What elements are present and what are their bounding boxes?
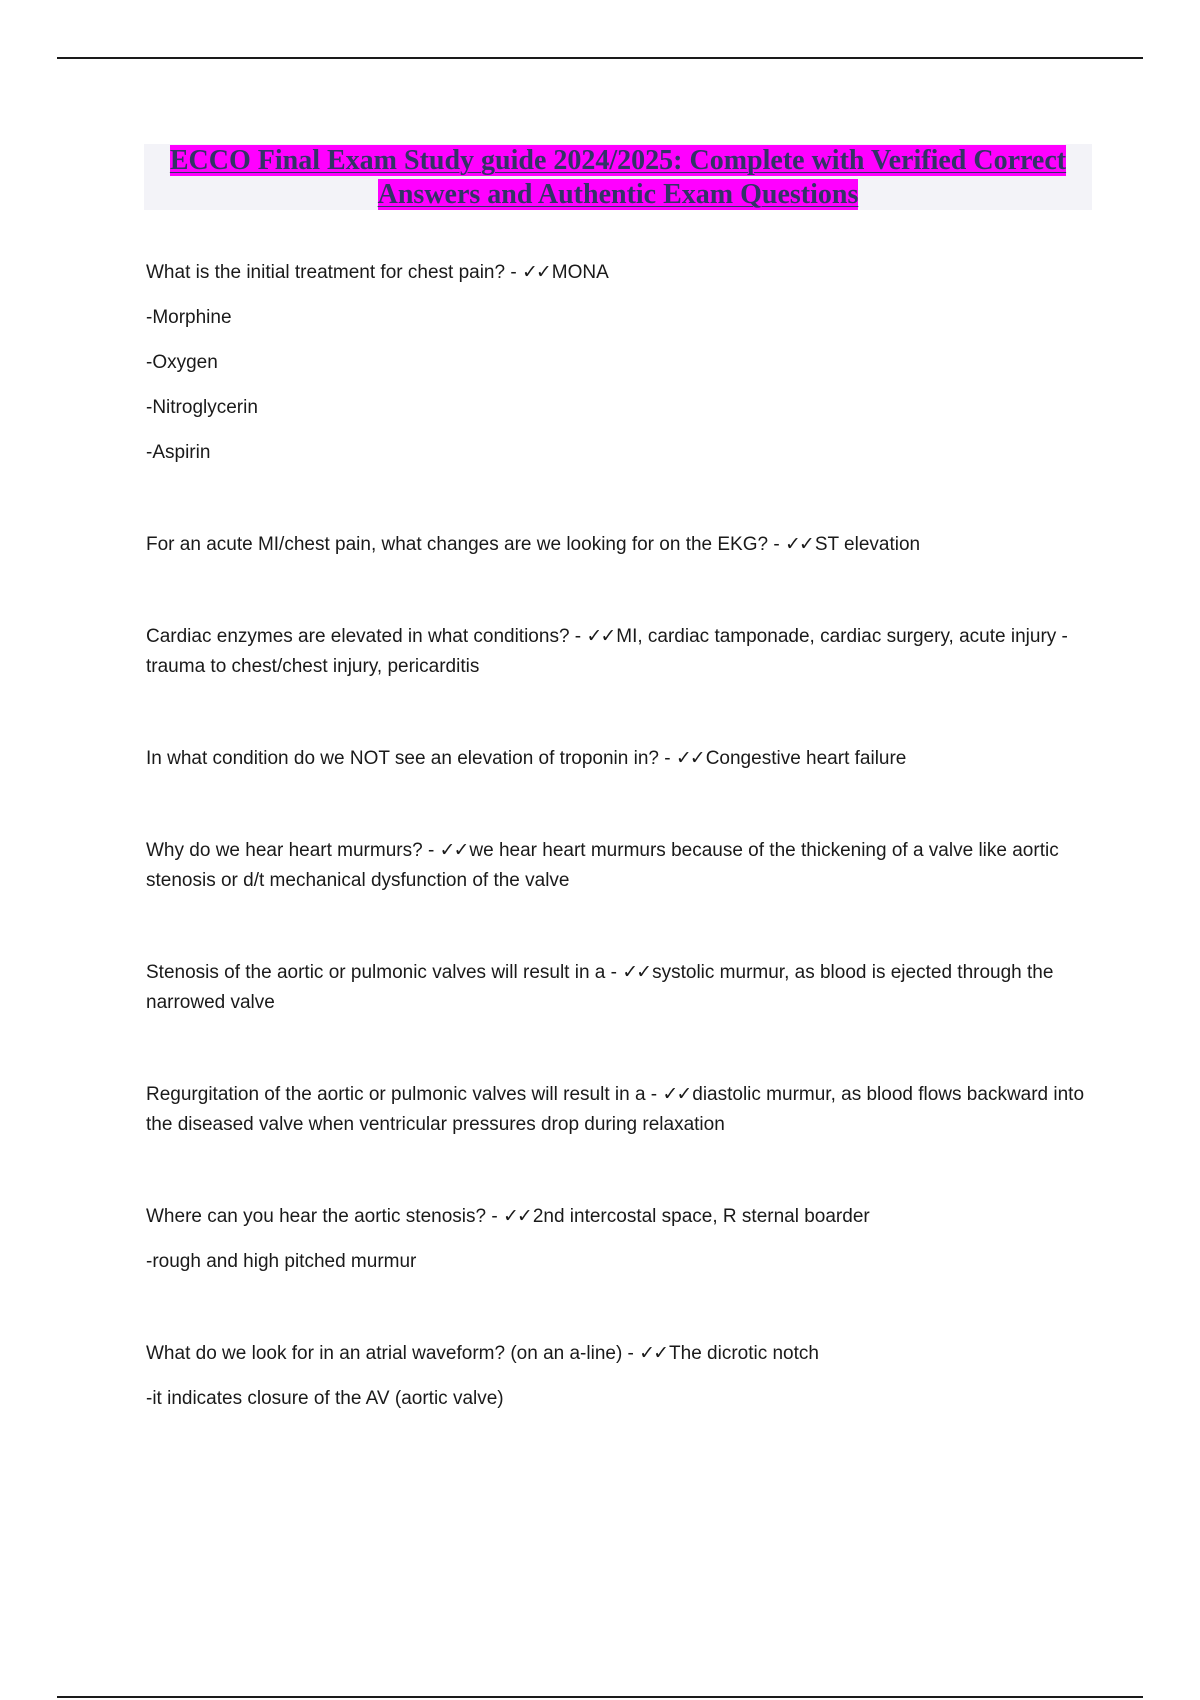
qa-item-2 [146,530,1086,560]
question-line [146,744,1086,774]
answer-text: MI, cardiac tamponade, cardiac surgery, acute injury - trauma to chest/chest injury, pericarditis [146,626,1068,677]
title-line-1: ECCO Final Exam Study guide 2024/2025: Complete with Verified Correct [169,145,1067,176]
qa-item-5 [146,836,1086,896]
question-line [146,1202,1086,1232]
question-text: What is the initial treatment for chest pain? - [146,262,522,283]
qa-list [146,258,1086,1414]
answer-detail: -it indicates closure of the AV (aortic valve) [146,1388,504,1409]
check-mark-icon: ✓✓ [662,1084,691,1105]
check-mark-icon: ✓✓ [439,840,468,861]
qa-item-1 [146,258,1086,468]
check-mark-icon: ✓✓ [784,534,813,555]
answer-text: The dicrotic notch [669,1343,819,1364]
qa-item-6 [146,958,1086,1018]
question-text: Cardiac enzymes are elevated in what conditions? - [146,626,587,647]
answer-detail: -Oxygen [146,352,218,373]
question-text: Why do we hear heart murmurs? - [146,840,440,861]
answer-text: 2nd intercostal space, R sternal boarder [532,1206,870,1227]
qa-item-9 [146,1339,1086,1414]
footer-rule [57,1696,1143,1698]
header-rule [57,57,1143,59]
question-text: In what condition do we NOT see an elevation of troponin in? - [146,748,676,769]
question-text: What do we look for in an atrial waveform? (on an a-line) - [146,1343,640,1364]
answer-text: ST elevation [814,534,921,555]
qa-item-3 [146,622,1086,682]
check-mark-icon: ✓✓ [622,962,651,983]
qa-item-4 [146,744,1086,774]
answer-text: Congestive heart failure [705,748,907,769]
answer-text: MONA [551,262,609,283]
question-line [146,258,1086,288]
question-line [146,958,1086,1018]
question-line [146,1080,1086,1140]
question-line [146,530,1086,560]
document-title [144,144,1092,210]
check-mark-icon: ✓✓ [521,262,550,283]
qa-item-8 [146,1202,1086,1277]
answer-text: we hear heart murmurs because of the thickening of a valve like aortic stenosis or d/t mechanical dysfunction of the valve [146,840,1059,891]
question-line [146,622,1086,682]
answer-detail: -Morphine [146,307,232,328]
qa-item-7 [146,1080,1086,1140]
question-text: For an acute MI/chest pain, what changes are we looking for on the EKG? - [146,534,785,555]
title-line-2: Answers and Authentic Exam Questions [377,179,859,210]
check-mark-icon: ✓✓ [586,626,615,647]
question-line [146,1339,1086,1369]
answer-detail: -Nitroglycerin [146,397,258,418]
question-text: Stenosis of the aortic or pulmonic valves will result in a - [146,962,623,983]
question-text: Where can you hear the aortic stenosis? - [146,1206,503,1227]
check-mark-icon: ✓✓ [639,1343,668,1364]
check-mark-icon: ✓✓ [502,1206,531,1227]
answer-detail: -Aspirin [146,442,211,463]
check-mark-icon: ✓✓ [675,748,704,769]
question-text: Regurgitation of the aortic or pulmonic valves will result in a - [146,1084,663,1105]
question-line [146,836,1086,896]
answer-text: diastolic murmur, as blood flows backward into the diseased valve when ventricular pressures drop during relaxation [146,1084,1085,1135]
answer-text: systolic murmur, as blood is ejected through the narrowed valve [146,962,1054,1013]
answer-detail: -rough and high pitched murmur [146,1251,417,1272]
